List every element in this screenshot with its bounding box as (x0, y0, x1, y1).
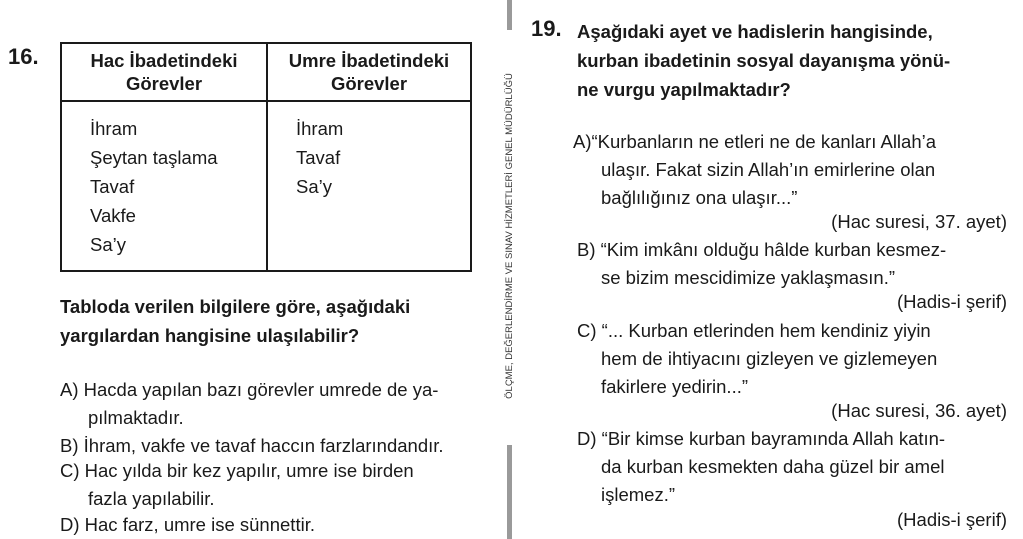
option-text: A)“Kurbanların ne etleri ne de kanları Allah’a (573, 131, 937, 152)
stem-line: Tabloda verilen bilgilere göre, aşağıdaki (60, 296, 411, 317)
side-banner: ÖLÇME, DEĞERLENDİRME VE SINAV HİZMETLERİ GENEL MÜDÜRLÜĞÜ (504, 73, 515, 399)
q19-option-c[interactable] (577, 317, 937, 401)
q19-option-b[interactable] (577, 236, 946, 292)
question-19-number: 19. (531, 16, 562, 41)
hac-column-header (61, 43, 267, 101)
hac-item: Sa’y (90, 234, 126, 255)
q19-option-d-source: (Hadis-i şerif) (897, 509, 1007, 530)
option-text: C) Hac yılda bir kez yapılır, umre ise birden (60, 460, 414, 481)
option-text: işlemez.” (601, 484, 676, 505)
option-text: D) “Bir kimse kurban bayramında Allah katın- (577, 428, 946, 449)
question-16-stem (60, 292, 410, 350)
q16-option-d[interactable]: D) Hac farz, umre ise sünnettir. (60, 514, 315, 535)
option-text: pılmaktadır. (88, 407, 184, 428)
option-text: ulaşır. Fakat sizin Allah’ın emirlerine olan (601, 159, 936, 180)
umre-item: Sa’y (296, 176, 332, 197)
q16-option-c[interactable] (60, 457, 414, 513)
umre-item: İhram (296, 118, 344, 139)
q19-option-a[interactable] (573, 128, 936, 212)
q16-option-b[interactable]: B) İhram, vakfe ve tavaf haccın farzlarındandır. (60, 435, 444, 456)
column-divider-top (507, 0, 512, 30)
q19-option-d[interactable] (577, 425, 945, 509)
hac-header-line1: Hac İbadetindeki (90, 50, 238, 71)
option-text: fakirlere yedirin...” (601, 376, 749, 397)
q19-option-b-source: (Hadis-i şerif) (897, 291, 1007, 312)
option-text: C) “... Kurban etlerinden hem kendiniz yiyin (577, 320, 931, 341)
stem-line: yargılardan hangisine ulaşılabilir? (60, 325, 360, 346)
hac-duties-cell (61, 101, 267, 271)
option-text: bağlılığınız ona ulaşır...” (601, 187, 798, 208)
option-text: da kurban kesmekten daha güzel bir amel (601, 456, 945, 477)
stem-line: Aşağıdaki ayet ve hadislerin hangisinde, (577, 21, 933, 42)
stem-line: kurban ibadetinin sosyal dayanışma yönü- (577, 50, 951, 71)
question-16-number: 16. (8, 44, 39, 69)
q19-option-a-source: (Hac suresi, 37. ayet) (831, 211, 1007, 232)
option-text: A) Hacda yapılan bazı görevler umrede de ya- (60, 379, 439, 400)
q16-option-a[interactable] (60, 376, 438, 432)
umre-duties-cell (267, 101, 471, 271)
hac-item: Vakfe (90, 205, 136, 226)
hac-item: İhram (90, 118, 138, 139)
hac-item: Tavaf (90, 176, 135, 197)
option-text: B) “Kim imkânı olduğu hâlde kurban kesmez- (577, 239, 947, 260)
question-19-stem (577, 17, 950, 104)
umre-header-line2: Görevler (330, 73, 408, 94)
duties-table (60, 42, 472, 272)
option-text: se bizim mescidimize yaklaşmasın.” (601, 267, 896, 288)
hac-item: Şeytan taşlama (90, 147, 218, 168)
q19-option-c-source: (Hac suresi, 36. ayet) (831, 400, 1007, 421)
option-text: fazla yapılabilir. (88, 488, 215, 509)
stem-line: ne vurgu yapılmaktadır? (577, 79, 791, 100)
umre-item: Tavaf (296, 147, 341, 168)
column-divider-bottom (507, 445, 512, 539)
umre-column-header (267, 43, 471, 101)
umre-header-line1: Umre İbadetindeki (288, 50, 450, 71)
hac-header-line2: Görevler (125, 73, 203, 94)
option-text: hem de ihtiyacını gizleyen ve gizlemeyen (601, 348, 938, 369)
